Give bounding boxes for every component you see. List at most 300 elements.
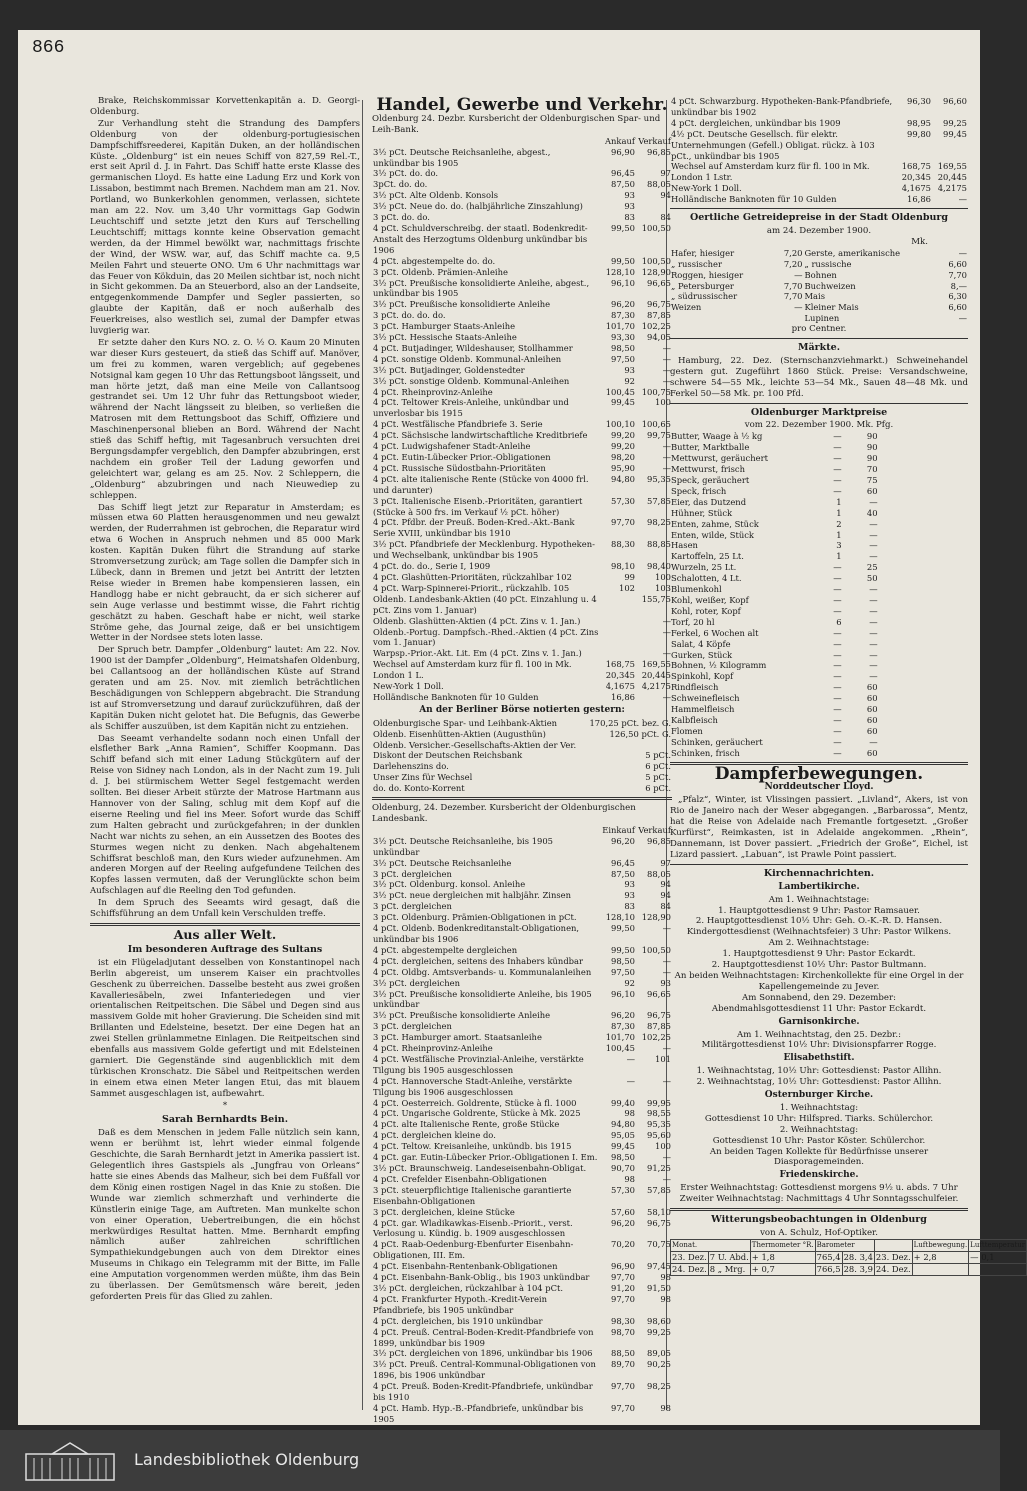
cell-value: 60 <box>866 714 878 725</box>
row-label: Kohl, roter, Kopf <box>671 605 741 616</box>
cell-value: 75 <box>866 475 878 485</box>
cell-value: 97,70 <box>611 1272 635 1283</box>
cell-value: — <box>662 1075 671 1086</box>
cell-value: 60 <box>866 682 878 693</box>
kurs-row <box>372 256 672 267</box>
row-label: 4 pCt. Warp-Spinnerei-Priorit., rückzahlb. 105 <box>373 582 570 593</box>
cell-value: 155,75 <box>641 593 671 604</box>
row-label: 3½ pCt. Braunschweig. Landeseisenbahn-Obligat. <box>373 1163 587 1173</box>
kurs-row <box>372 648 672 659</box>
markt-row <box>670 595 879 606</box>
cell-value: — <box>662 966 671 977</box>
cell-value: 99 <box>624 571 635 582</box>
row-label: Speck, geräuchert <box>671 475 750 485</box>
markt-row <box>670 693 879 704</box>
cell-value: 57,30 <box>611 495 635 506</box>
row-label: 4 pCt. Westfälische Provinzial-Anleihe, verstärkte Tilgung bis 1905 ausgeschlossen <box>373 1053 584 1075</box>
section-divider <box>90 923 360 926</box>
row-label: Holländische Banknoten für 10 Gulden <box>671 194 837 205</box>
cell-value: 90 <box>866 442 878 453</box>
cell-value: 23. Dez. <box>672 1251 707 1262</box>
service-line: Am Sonnabend, den 29. Dezember: <box>741 992 896 1003</box>
kurs-row <box>372 278 672 300</box>
getreide-per: pro Centner. <box>791 324 847 335</box>
elisabeth-lines <box>670 1066 968 1088</box>
markt-row <box>670 551 879 562</box>
row-label: 3 pCt. dergleichen <box>373 868 452 879</box>
cell-value: — <box>662 955 671 966</box>
section-divider <box>670 338 968 339</box>
kurs-row <box>372 354 672 365</box>
cell-value: 96,20 <box>611 1010 635 1021</box>
row-label: Oldenb. Glashütten-Aktien (4 pCt. Zins v. 1. Jan.) <box>373 615 581 626</box>
row-label: 3½ pCt. Alte Oldenb. Konsols <box>373 190 499 201</box>
markt-row <box>670 442 879 453</box>
cell-value: 94 <box>660 890 671 901</box>
cell-value: 50 <box>866 573 878 584</box>
row-label: 3½ pCt. Preuß. Central-Kommunal-Obligationen von 1896, bis 1906 unkündbar <box>373 1359 596 1381</box>
cell-value: — <box>662 462 671 473</box>
wetter-row <box>671 1251 1027 1263</box>
kurs-row <box>372 365 672 376</box>
cell-value: 98,25 <box>647 517 671 528</box>
row-label: Gerste, amerikanische <box>804 247 901 258</box>
row-label: 4 pCt. Sächsische landwirtschaftliche Kreditbriefe <box>373 430 588 441</box>
row-label: 4 pCt. dergleichen, bis 1910 unkündbar <box>373 1315 543 1326</box>
cell-value: 90 <box>866 453 878 464</box>
wetter-row <box>671 1263 1027 1275</box>
column-header: Thermometer °R. <box>750 1239 815 1251</box>
markt-row <box>670 486 879 497</box>
cell-value: 96,45 <box>611 168 635 179</box>
markt-row <box>670 639 879 650</box>
cell-value: 98,70 <box>611 1326 635 1337</box>
cell-value: 87,50 <box>611 179 635 190</box>
row-label: 3½ pCt. Neue do. do. (halbjährliche Zinszahlung) <box>373 201 583 212</box>
newspaper-page <box>18 30 1026 1425</box>
cell-value <box>600 616 636 627</box>
library-building-icon <box>22 1440 118 1482</box>
row-label: Wechsel auf Amsterdam kurz für fl. 100 in Mk. <box>373 659 572 670</box>
cell-value: 93 <box>660 977 671 988</box>
kurs-row <box>372 1272 672 1283</box>
column-header: Barometer <box>815 1239 874 1251</box>
row-label: 4 pCt. alte Italienische Rente, große Stücke <box>373 1119 560 1130</box>
cell-value: 7,70 <box>948 269 967 280</box>
row-label: Mettwurst, frisch <box>671 464 745 475</box>
row-label: Roggen, hiesiger <box>671 269 744 280</box>
markt-row <box>670 671 879 682</box>
section-divider <box>670 1208 968 1211</box>
cell-value: 8 „ Mrg. <box>708 1263 750 1275</box>
service-line: 1. Hauptgottesdienst 9 Uhr: Pastor Ramsauer. <box>718 905 920 916</box>
kurs-row <box>372 1098 672 1109</box>
cell-value: — <box>833 747 842 758</box>
kurs-row <box>670 172 968 183</box>
row-label: 4 pCt. do. do., Serie I, 1909 <box>373 561 491 572</box>
cell-value: — <box>833 682 842 693</box>
cell-value: 6,60 <box>948 302 967 313</box>
cell-value: — <box>662 1152 671 1163</box>
cell-value: 99,50 <box>611 944 635 955</box>
cell-value: 98,50 <box>611 342 635 353</box>
kurs-row <box>372 321 672 332</box>
row-label: 4 pCt. Crefelder Eisenbahn-Obligationen <box>373 1173 547 1184</box>
cell-value: 87,30 <box>611 310 635 321</box>
row-label: 4 pCt. Oldbg. Amtsverbands- u. Kommunalanleihen <box>373 966 592 977</box>
library-footer <box>0 1430 1000 1491</box>
cell-value: 102 <box>619 582 635 593</box>
cell-value: — <box>662 1043 671 1054</box>
cell-value: 2 <box>836 518 842 529</box>
kurs-row <box>372 594 672 616</box>
cell-value: 101,70 <box>605 321 635 332</box>
kurs-row <box>372 212 672 223</box>
row-label: Buchweizen <box>804 280 856 291</box>
kurs-row <box>372 627 672 649</box>
row-label: Torf, 20 hl <box>671 616 715 627</box>
markt-row <box>670 464 879 475</box>
kurs-row <box>372 463 672 474</box>
row-label: 3½ pCt. sonstige Oldenb. Kommunal-Anleihen <box>373 375 570 386</box>
row-label: 4 pCt. Rheinprovinz-Anleihe <box>373 386 493 397</box>
kurs-row <box>372 343 672 354</box>
cell-value: — <box>869 605 878 616</box>
column-header: Einkauf <box>602 824 635 835</box>
row-label: 3 pCt. Hamburger Staats-Anleihe <box>373 321 516 332</box>
kurs-row <box>372 1316 672 1327</box>
kurs-row <box>670 194 968 205</box>
cell-value: 98,10 <box>611 561 635 572</box>
markt-row <box>670 584 879 595</box>
cell-value: 8,— <box>950 280 967 291</box>
column-header: Luftbewegung. <box>912 1239 969 1251</box>
row-label: 3½ pCt. Butjadinger, Goldenstedter <box>373 364 525 375</box>
kurs-row <box>372 692 672 703</box>
service-line: 2. Hauptgottesdienst 10½ Uhr: Geh. O.-K.-R. D. Hansen. <box>695 916 943 927</box>
cell-value: 88,50 <box>611 1348 635 1359</box>
marktpreise-table <box>670 431 879 758</box>
cell-value: — <box>869 540 878 551</box>
cell-value: 95,35 <box>647 473 671 484</box>
cell-value <box>600 648 636 659</box>
cell-value: 128,10 <box>605 912 635 923</box>
cell-value <box>912 1263 969 1275</box>
cell-value: 60 <box>866 693 878 704</box>
dampfer-text: „Pfalz“, Winter, ist Vlissingen passiert. „Livland“, Akers, ist von Rio de Janeiro nach der Weser abgegangen. „Barbarossa“, Mentz, hat die Reise von Adelaide nach Fremantle fortgesetzt. „Großer Kurfürst“, Reimkasten, ist in Adelaide angekommen. „Rhein“, Dannemann, ist Dover passiert. „Friedrich der Große“, Eichel, ist Lizard passiert. „Labuan“, ist Prawle Point passiert. <box>670 795 968 860</box>
cell-value: 92 <box>624 375 635 386</box>
cell-value: 98 <box>660 1402 671 1413</box>
service-line: Gottesdienst 10 Uhr: Hilfspred. Tiarks. Schülerchor. <box>704 1113 934 1124</box>
cell-value: 89,70 <box>611 1359 635 1370</box>
cell-value: 96,85 <box>647 146 671 157</box>
kurs-row <box>372 1218 672 1240</box>
cell-value: 97 <box>660 168 671 179</box>
row-label: 3 pCt. dergleichen, kleine Stücke <box>373 1206 515 1217</box>
cell-value: 57,85 <box>647 1184 671 1195</box>
cell-value: 25 <box>866 562 878 573</box>
kurs-row <box>372 1152 672 1163</box>
cell-value: 96,65 <box>647 277 671 288</box>
cell-value: 20,345 <box>605 670 635 681</box>
cell-value: 95,05 <box>611 1130 635 1141</box>
row-label: Spinkohl, Kopf <box>671 671 734 682</box>
column-header: Ankauf <box>604 135 635 146</box>
cell-value: 87,85 <box>647 310 671 321</box>
service-line: 2. Weihnachtstag: <box>779 1124 859 1135</box>
article-paragraph: Brake, Reichskommissar Korvettenkapitän a. D. Georgi-Oldenburg. <box>90 96 360 117</box>
cell-value: 84 <box>660 901 671 912</box>
cell-value: 60 <box>866 704 878 715</box>
cell-value: 168,75 <box>605 659 635 670</box>
cell-value: 99,75 <box>647 430 671 441</box>
cell-value: 100 <box>655 1141 671 1152</box>
kurs-row <box>372 1043 672 1054</box>
cell-value: 93 <box>624 890 635 901</box>
row-label: Butter, Waage à ½ kg <box>671 431 763 442</box>
row-label: 4 pCt. Preuß. Boden-Kredit-Pfandbriefe, unkündbar bis 1910 <box>373 1381 593 1403</box>
cell-value: 83 <box>624 212 635 223</box>
kurs-row <box>372 561 672 572</box>
marktpreise-heading: Oldenburger Marktpreise <box>750 406 888 418</box>
kurs-row <box>372 879 672 890</box>
row-label: 3½ pCt. dergleichen <box>373 977 460 988</box>
cell-value: — <box>833 464 842 475</box>
kurs-row <box>372 179 672 190</box>
cell-value: — <box>833 453 842 464</box>
cell-value: 3 <box>836 540 842 551</box>
cell-value: 88,05 <box>647 868 671 879</box>
row-label: 3 pCt. Oldenburg. Prämien-Obligationen in pCt. <box>373 912 577 923</box>
row-label: Oldenb. Eisenhütten-Aktien (Augusthün) <box>373 728 546 739</box>
row-label: Rindfleisch <box>671 682 719 693</box>
cell-value: 93 <box>624 879 635 890</box>
article-heading: Sarah Bernhardts Bein. <box>161 1114 289 1126</box>
kurs-row <box>372 659 672 670</box>
kurs-row <box>372 168 672 179</box>
kurs-row <box>372 681 672 692</box>
kurs-row <box>372 517 672 539</box>
article-paragraph: In dem Spruch des Seeamts wird gesagt, daß die Schiffsführung an dem Unfall kein Verschulden treffe. <box>90 898 360 920</box>
cell-value: — 0,1 <box>969 1251 1027 1263</box>
frieden-lines <box>670 1183 968 1205</box>
kurs-row <box>372 1239 672 1261</box>
cell-value: 170,25 pCt. bez. G. <box>589 717 671 728</box>
row-label: 3½ pCt. dergleichen, rückzahlbar à 104 pCt. <box>373 1282 564 1293</box>
getreide-date: am 24. Dezember 1900. <box>766 225 872 236</box>
row-label: New-York 1 Doll. <box>373 681 444 692</box>
kurs-row <box>372 967 672 978</box>
kurs-row <box>372 387 672 398</box>
cell-value: — <box>794 302 803 313</box>
cell-value: 7,70 <box>783 291 803 302</box>
cell-value: — <box>662 375 671 386</box>
cell-value: 102,25 <box>641 321 671 332</box>
cell-value: — <box>869 551 878 562</box>
cell-value: 91,25 <box>647 1163 671 1173</box>
cell-value: 100,50 <box>641 222 671 233</box>
kurs-row <box>372 670 672 681</box>
markt-row <box>670 650 879 661</box>
kurs-row <box>372 496 672 518</box>
markt-row <box>670 704 879 715</box>
kurs-row <box>372 869 672 880</box>
cell-value: 23. Dez. <box>875 1251 911 1262</box>
cell-value: 28. 3,4 <box>843 1251 873 1262</box>
row-label: Mais <box>804 291 826 302</box>
cell-value: 766,5 <box>816 1263 841 1274</box>
cell-value: 89,05 <box>647 1348 671 1359</box>
garnison-lines <box>670 1030 968 1052</box>
kurs-row <box>670 96 968 118</box>
column-header: Verkauf <box>638 135 671 146</box>
row-label: 4 pCt. Preuß. Central-Boden-Kredit-Pfandbriefe von 1899, unkündbar bis 1909 <box>373 1326 594 1348</box>
markt-row <box>670 715 879 726</box>
cell-value: 96,90 <box>611 146 635 157</box>
cell-value: 100,65 <box>641 419 671 430</box>
cell-value: 99,45 <box>611 397 635 408</box>
cell-value: 40 <box>866 507 878 518</box>
cell-value: 96,90 <box>611 1261 635 1272</box>
row-label: Lupinen <box>804 313 840 324</box>
cell-value: 168,75 <box>901 161 931 172</box>
kurs-row <box>372 978 672 989</box>
cell-value: 93 <box>624 201 635 212</box>
row-label: Unser Zins für Wechsel <box>373 772 473 783</box>
row-label: 3½ pCt. Preußische konsolidierte Anleihe <box>373 299 551 310</box>
article-paragraph: Das Seeamt verhandelte sodann noch einen Unfall der elsflether Bark „Anna Ramien“, Schiffer Koopmann. Das Schiff befand sich mit einer Ladung Stückgütern auf der Reise von Sidney nach London, als in der Nacht zum 19. Juli d. J. bei stürmischem Wetter Segel festgemacht werden sollten. Bei dieser Arbeit stürzte der Matrose Hartmann aus Hannover von der Saling, schlug mit dem Kopf auf die eiserne Reeling und fiel ins Meer. Sofort wurde das Schiff zum Halten gebracht und zurückgefahren; in der dunklen Nacht war nichts zu sehen, an ein Aussetzen des Bootes des Sturmes wegen nicht zu denken. Nach abgehaltenem Schiffsrat beschloß man, den Kurs wieder aufzunehmen. Am anderen Morgen auf der Reeling aufgefundene Teilchen des Kopfes lassen vermuten, daß der Verunglückte schon beim Aufschlagen auf die Reeling den Tod gefunden. <box>90 733 360 897</box>
section-heading-aus-aller-welt: Aus aller Welt. <box>173 926 277 942</box>
berlin-table <box>372 718 672 794</box>
row-label: 4 pCt. dergleichen, unkündbar bis 1909 <box>671 117 841 128</box>
cell-value: 70,75 <box>647 1239 671 1250</box>
lamberti-heading: Lambertikirche. <box>778 881 860 892</box>
cell-value: 7 U. Abd. <box>709 1251 749 1262</box>
row-label: Enten, wilde, Stück <box>671 529 754 540</box>
cell-value: 100 <box>655 397 671 408</box>
cell-value: 20,345 <box>901 172 931 183</box>
cell-value: 96,75 <box>647 299 671 310</box>
row-label: 4 pCt. Eisenbahn-Bank-Oblig., bis 1903 unkündbar <box>373 1272 590 1283</box>
kurs-row <box>372 858 672 869</box>
cell-value: 99,50 <box>611 255 635 266</box>
kurs-row <box>372 1076 672 1098</box>
kurs-row <box>372 1141 672 1152</box>
row-label: 3½ pCt. Hessische Staats-Anleihe <box>373 332 517 343</box>
cell-value: 99,20 <box>611 430 635 441</box>
kurs-row <box>372 1403 672 1425</box>
berlin-row <box>372 718 672 729</box>
kurs-row <box>372 1119 672 1130</box>
kurs-row <box>372 190 672 201</box>
row-label: Oldenburgische Spar- und Leihbank-Aktien <box>373 717 558 728</box>
kurs-row <box>372 912 672 923</box>
row-label: 4 pCt. Frankfurter Hypoth.-Kredit-Verein Pfandbriefe, bis 1905 unkündbar <box>373 1293 548 1315</box>
kurs-row <box>372 1108 672 1119</box>
cell-value: 90,70 <box>611 1163 635 1173</box>
cell-value: 87,50 <box>611 868 635 879</box>
cell-value: 99,40 <box>611 1097 635 1108</box>
row-label: „ russischer <box>671 258 723 269</box>
service-line: 1. Hauptgottesdienst 9 Uhr: Pastor Eckardt. <box>722 949 916 960</box>
cell-value: 99,45 <box>611 1141 635 1152</box>
markt-row <box>670 628 879 639</box>
maerkte-text: Hamburg, 22. Dez. (Sternschanzviehmarkt.) Schweinehandel gestern gut. Zugeführt 1860 Stück. Preise: Versandschweine, schwere 54—55 Mk., leichte 53—54 Mk., Sauen 48—48 Mk. und Ferkel 50—58 Mk. pr. 100 Pfd. <box>670 355 968 399</box>
kurs-row <box>372 945 672 956</box>
cell-value: 93,30 <box>611 332 635 343</box>
row-label: Schinken, geräuchert <box>671 736 763 747</box>
kurs-row <box>372 1359 672 1381</box>
cell-value: 97,70 <box>611 1293 635 1304</box>
service-line: Abendmahlsgottesdienst 11 Uhr: Pastor Eckardt. <box>711 1003 927 1014</box>
kurs-row <box>372 989 672 1011</box>
cell-value: + 0,7 <box>750 1263 815 1275</box>
cell-value: — <box>833 584 842 595</box>
kirchen-heading: Kirchennachrichten. <box>763 867 875 879</box>
page-number: 866 <box>32 38 65 58</box>
row-label: Butter, Marktballe <box>671 442 750 453</box>
cell-value: 90 <box>866 431 878 442</box>
cell-value: 98 <box>660 1293 671 1304</box>
article-paragraph: Daß es dem Menschen in jedem Falle nützlich sein kann, wenn er berühmt ist, lehrt wieder einmal folgende Geschichte, die Sarah Bernhardt jetzt in Amerika passiert ist. Gelegentlich ihres Gastspiels als „Jungfrau von Orleans“ hatte sie eines Abends das Malheur, sich bei dem Fußfall vor dem König einen rostigen Nagel in das Knie zu stoßen. Die Wunde war ziemlich schmerzhaft und verhinderte die Künstlerin einige Tage, am Auftreten. Man munkelte schon von einer Operation, Uebertreibungen, die ein höchst merkwürdiges Resultat hatten. Mme. Bernhardt empfing nämlich außer zahlreichen schriftlichen Sympathiekundgebungen auch von dem Direktor eines Museums in Chikago ein Telegramm mit der Bitte, im Falle eine Amputation vorgenommen werden müßte, ihm das Bein zu überlassen. Der Gemütsmensch wäre bereit, jeden geforderten Preis für das Glied zu zahlen. <box>90 1128 360 1302</box>
cell-value: 6 pCt. <box>645 783 671 794</box>
row-label: 3½ pCt. Preußische konsolidierte Anleihe, bis 1905 unkündbar <box>373 988 592 1010</box>
kurs-table-continued <box>670 96 968 205</box>
cell-value: 96,85 <box>647 835 671 846</box>
cell-value: 95,60 <box>647 1130 671 1141</box>
section-divider <box>670 403 968 404</box>
kurs-row <box>372 1185 672 1207</box>
cell-value: 88,30 <box>611 539 635 550</box>
section-heading-handel: Handel, Gewerbe und Verkehr. <box>376 95 668 115</box>
service-line: Kindergottesdienst (Weihnachtsfeier) 3 Uhr: Pastor Wilkens. <box>686 927 952 938</box>
cell-value: 94 <box>660 190 671 201</box>
cell-value: 5 pCt. <box>645 772 671 783</box>
kurs-row <box>670 118 968 129</box>
getreide-row <box>670 302 968 313</box>
osternburg-lines <box>670 1103 968 1168</box>
cell-value: 58,10 <box>647 1206 671 1217</box>
row-label: Schalotten, 4 Lt. <box>671 573 742 584</box>
service-line: An beiden Tagen Kollekte für Bedürfnisse unserer Diasporagemeinden. <box>709 1146 929 1168</box>
markt-row <box>670 606 879 617</box>
cell-value: — <box>662 353 671 364</box>
cell-value: 98,25 <box>647 1381 671 1392</box>
berlin-row <box>372 740 672 751</box>
getreide-row <box>670 259 968 270</box>
kurs-row <box>372 1174 672 1185</box>
cell-value: 98,50 <box>611 1152 635 1163</box>
cell-value: 20,445 <box>641 670 671 681</box>
service-line: Zweiter Weihnachtstag: Nachmittags 4 Uhr Sonntagsschulfeier. <box>679 1194 959 1205</box>
cell-value: 87,30 <box>611 1021 635 1032</box>
cell-value: — <box>833 714 842 725</box>
row-label: Mettwurst, geräuchert <box>671 453 768 464</box>
cell-value: 1 <box>836 551 842 562</box>
kurs-row <box>372 1054 672 1076</box>
kurs-row <box>372 1381 672 1403</box>
kurs-row <box>372 616 672 627</box>
row-label: New-York 1 Doll. <box>671 183 742 194</box>
row-label: Diskont der Deutschen Reichsbank <box>373 750 523 761</box>
cell-value: 96,10 <box>611 277 635 288</box>
kurs-row <box>372 441 672 452</box>
cell-value: — <box>794 269 803 280</box>
row-label: 4½ pCt. Deutsche Gesellsch. für elektr. Unternehmungen (Gefell.) Obligat. rückz. à 103 pCt., unkündbar bis 1905 <box>671 128 875 161</box>
cell-value: 4,1675 <box>901 183 931 194</box>
cell-value <box>767 313 803 324</box>
row-label: 3 pCt. dergleichen <box>373 1021 452 1032</box>
